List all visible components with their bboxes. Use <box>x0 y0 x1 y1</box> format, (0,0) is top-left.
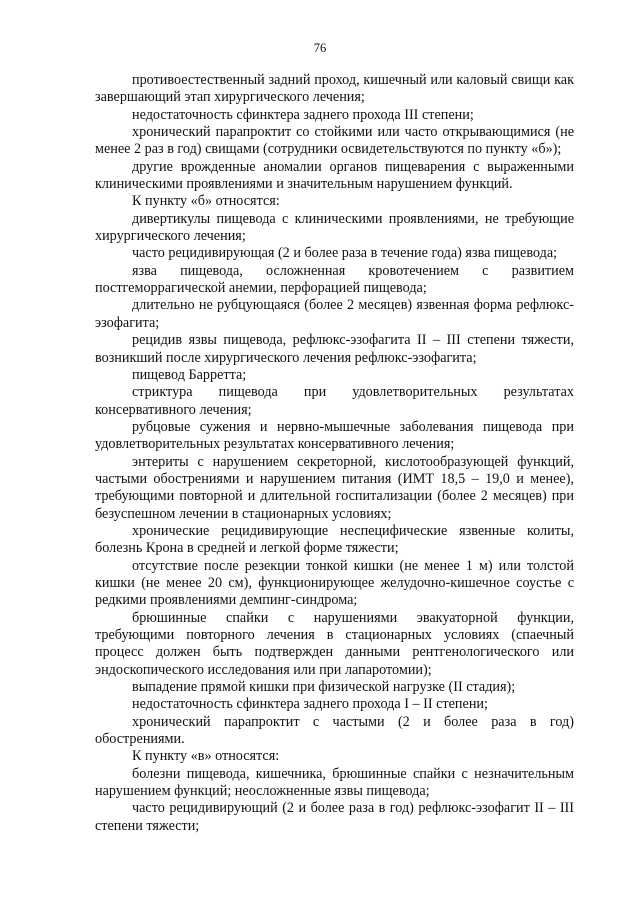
paragraph: язва пищевода, осложненная кровотечением с развитием постгеморрагической анемии, перфорацией пищевода; <box>95 262 574 297</box>
document-body <box>95 72 574 835</box>
paragraph: недостаточность сфинктера заднего прохода I – II степени; <box>132 696 488 713</box>
paragraph: другие врожденные аномалии органов пищеварения с выраженными клиническими проявлениями и значительным нарушением функций. <box>95 158 574 193</box>
paragraph: выпадение прямой кишки при физической нагрузке (II стадия); <box>132 679 516 696</box>
paragraph: часто рецидивирующий (2 и более раза в год) рефлюкс-эзофагит II – III степени тяжести; <box>95 800 574 834</box>
paragraph: хронический парапроктит со стойкими или часто открывающимися (не менее 2 раз в год) свищами (сотрудники освидетельствуются по пункту «б»); <box>95 124 574 158</box>
paragraph: длительно не рубцующаяся (более 2 месяцев) язвенная форма рефлюкс-эзофагита; <box>95 297 574 331</box>
paragraph: стриктура пищевода при удовлетворительных результатах консервативного лечения; <box>95 384 574 418</box>
paragraph: отсутствие после резекции тонкой кишки (не менее 1 м) или толстой кишки (не менее 20 см), функционирующее желудочно-кишечное соустье с редкими проявлениями демпинг-синдрома; <box>95 557 574 609</box>
paragraph: хронический парапроктит с частыми (2 и более раза в год) обострениями. <box>95 713 574 748</box>
paragraph: К пункту «б» относятся: <box>132 193 280 210</box>
paragraph: пищевод Барретта; <box>132 366 247 383</box>
paragraph: К пункту «в» относятся: <box>132 748 280 765</box>
paragraph: брюшинные спайки с нарушениями эвакуаторной функции, требующими повторного лечения в стационарных условиях (спаечный процесс должен быть подтвержден данными рентгенологического или эндоскопического исследования или при лапаротомии); <box>95 609 574 678</box>
paragraph: энтериты с нарушением секреторной, кислотообразующей функций, частыми обострениями и нарушением питания (ИМТ 18,5 – 19,0 и менее), требующими повторной и длительной госпитализации (более 2 месяцев) при безуспешном лечении в стационарных условиях; <box>95 453 574 522</box>
paragraph: хронические рецидивирующие неспецифические язвенные колиты, болезнь Крона в средней и легкой форме тяжести; <box>95 522 574 557</box>
paragraph: дивертикулы пищевода с клиническими проявлениями, не требующие хирургического лечения; <box>95 210 574 245</box>
paragraph: рецидив язвы пищевода, рефлюкс-эзофагита II – III степени тяжести, возникший после хирургического лечения рефлюкс-эзофагита; <box>95 332 574 366</box>
paragraph: часто рецидивирующая (2 и более раза в течение года) язва пищевода; <box>132 245 558 262</box>
paragraph: болезни пищевода, кишечника, брюшинные спайки с незначительным нарушением функций; неосложненные язвы пищевода; <box>95 765 574 800</box>
paragraph: недостаточность сфинктера заднего прохода III степени; <box>132 106 474 123</box>
paragraph: противоестественный задний проход, кишечный или каловый свищи как завершающий этап хирургического лечения; <box>95 72 574 106</box>
paragraph: рубцовые сужения и нервно-мышечные заболевания пищевода при удовлетворительных результатах консервативного лечения; <box>95 418 574 453</box>
page-number: 76 <box>313 41 327 55</box>
